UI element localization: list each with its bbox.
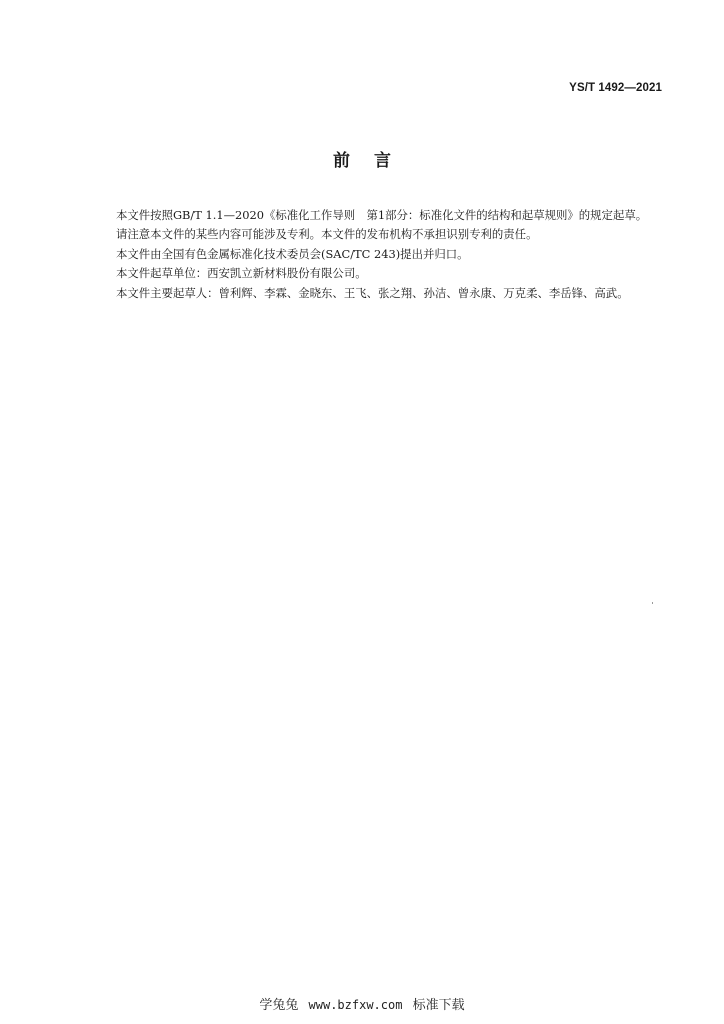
- page-title: 前言: [333, 151, 415, 171]
- paragraph-proposer: 本文件由全国有色金属标准化技术委员会(SAC/TC 243)提出并归口。: [116, 246, 469, 261]
- paragraph-drafting-unit: 本文件起草单位：西安凯立新材料股份有限公司。: [116, 266, 367, 281]
- footer-url-link[interactable]: www.bzfxw.com: [308, 998, 403, 1012]
- paragraph-drafting-rules: 本文件按照GB/T 1.1—2020《标准化工作导则 第1部分：标准化文件的结构和起草规则》的规定起草。: [116, 208, 648, 222]
- paragraph-drafters: 本文件主要起草人：曾利辉、李霖、金晓东、王飞、张之翔、孙洁、曾永康、万克柔、李岳锋、高武。: [116, 285, 629, 300]
- footer-tagline: 标准下载: [412, 998, 465, 1013]
- foreword-body: [82, 206, 662, 303]
- footer-site-name: 学兔兔: [259, 998, 299, 1013]
- scan-speck: [652, 602, 653, 604]
- paragraph-patent-notice: 请注意本文件的某些内容可能涉及专利。本文件的发布机构不承担识别专利的责任。: [116, 227, 538, 242]
- download-footer: [0, 994, 724, 1013]
- standard-number: YS/T 1492—2021: [569, 82, 662, 94]
